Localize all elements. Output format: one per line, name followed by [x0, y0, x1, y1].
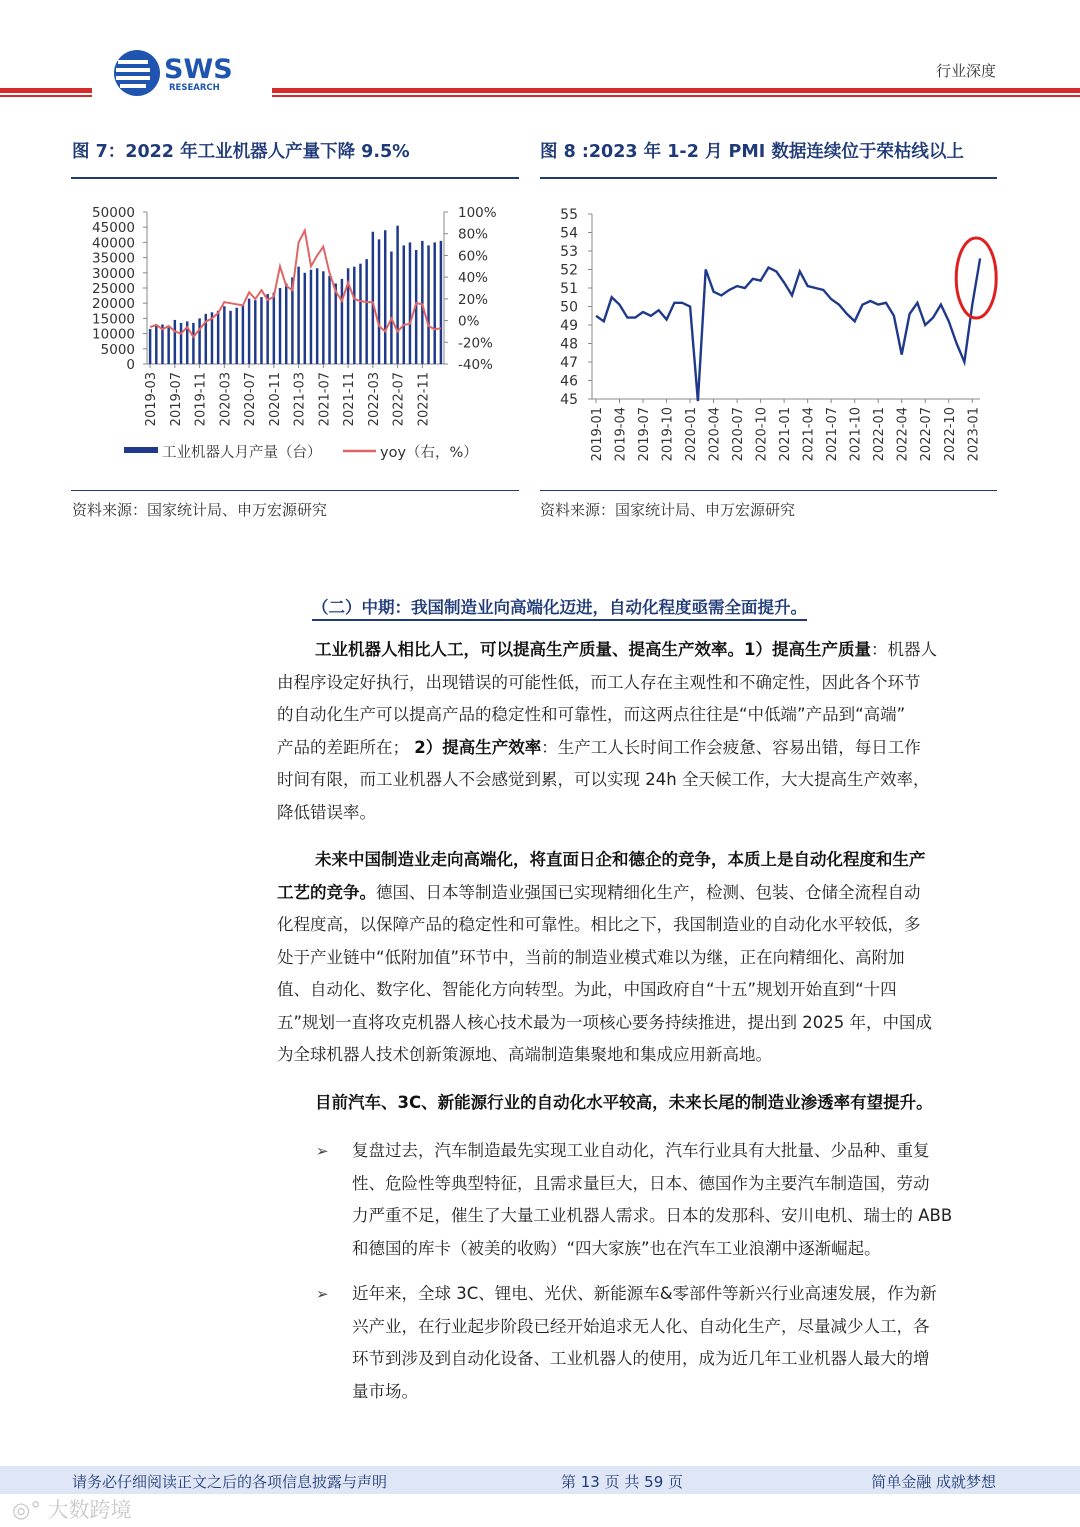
- text-line: [277, 974, 993, 1007]
- production-bar: [235, 308, 237, 364]
- x-tick-label: 2022-07: [919, 407, 935, 462]
- legend-bar-swatch: [124, 447, 158, 453]
- paragraph-high-end-competition: [277, 844, 993, 1072]
- right-tick-label: 0%: [458, 313, 480, 330]
- text-line: [277, 877, 993, 910]
- x-tick-label: 2021-03: [292, 372, 308, 427]
- bold-text: 2）提高生产效率: [414, 737, 542, 757]
- bold-text: 工业机器人相比人工，可以提高生产质量、提高生产效率。1）提高生产质量: [315, 640, 871, 659]
- y-tick-label: 50: [560, 299, 578, 316]
- production-bar: [155, 326, 157, 364]
- x-tick-label: 2022-04: [895, 407, 911, 462]
- x-tick-label: 2021-07: [825, 407, 841, 462]
- right-tick-label: 20%: [458, 291, 489, 308]
- y-tick-label: 54: [560, 225, 578, 242]
- production-bar: [421, 241, 423, 364]
- production-bar: [217, 311, 219, 364]
- watermark: [12, 1494, 132, 1524]
- left-tick-label: 30000: [92, 265, 135, 282]
- production-bar: [242, 305, 244, 364]
- text-line: 环节到涉及到自动化设备、工业机器人的使用，成为近几年工业机器人最大的增: [352, 1349, 930, 1368]
- text-line: 和德国的库卡（被美的收购）“四大家族”也在汽车工业浪潮中逐渐崛起。: [352, 1238, 881, 1258]
- bullet-history: [316, 1135, 993, 1265]
- production-bar: [211, 312, 213, 364]
- production-bar: [149, 329, 151, 364]
- production-bar: [403, 245, 405, 364]
- production-bar: [285, 283, 287, 364]
- text-line: 性、危险性等典型特征，且需求量巨大，日本、德国作为主要汽车制造国，劳动: [352, 1173, 930, 1193]
- production-bar: [316, 268, 318, 364]
- left-tick-label: 15000: [92, 311, 135, 328]
- plain-text: 五”规划一直将攻克机器人核心技术最为一项核心要务持续推进，提出到 2025 年，中国成: [277, 1012, 933, 1032]
- y-tick-label: 51: [560, 281, 578, 297]
- right-tick-label: 80%: [458, 226, 489, 243]
- x-tick-label: 2020-04: [707, 407, 723, 462]
- production-bar: [266, 294, 268, 364]
- plain-text: 德国、日本等制造业强国已实现精细化生产，检测、包装、仓储全流程自动: [376, 882, 921, 902]
- y-tick-label: 53: [560, 244, 578, 260]
- x-tick-label: 2019-10: [660, 407, 676, 462]
- figure7-bottom-rule: [71, 490, 519, 491]
- production-bar: [433, 242, 435, 364]
- plain-text: 产品的差距所在；: [277, 737, 409, 757]
- x-tick-label: 2020-10: [754, 407, 770, 462]
- y-tick-label: 47: [560, 355, 578, 371]
- left-tick-label: 10000: [92, 326, 135, 343]
- text-line: [277, 764, 993, 797]
- production-bar: [396, 226, 398, 364]
- production-bar: [254, 300, 256, 364]
- watermark-logo-icon: ◎°: [12, 1498, 41, 1522]
- x-tick-label: 2019-01: [590, 407, 605, 462]
- right-tick-label: 60%: [458, 248, 489, 265]
- header-rule: [0, 88, 92, 93]
- production-bar: [297, 267, 299, 364]
- report-type-label: 行业深度: [935, 62, 996, 80]
- x-tick-label: 2019-03: [144, 372, 160, 427]
- y-tick-label: 55: [560, 207, 578, 223]
- x-tick-label: 2022-03: [366, 372, 382, 427]
- plain-text: 由程序设定好执行，出现错误的可能性低，而工人存在主观性和不确定性，因此各个环节: [277, 672, 921, 692]
- production-bar: [174, 320, 176, 364]
- left-tick-label: 0: [126, 357, 135, 373]
- production-bar: [359, 264, 361, 364]
- x-tick-label: 2022-01: [872, 407, 888, 462]
- bold-text: 工艺的竞争。: [277, 882, 376, 902]
- pmi-line: [596, 258, 980, 401]
- production-bar: [167, 328, 169, 364]
- bullet-arrow-icon: ➢: [316, 1142, 329, 1160]
- production-bar: [440, 241, 442, 364]
- left-tick-label: 25000: [92, 281, 135, 297]
- text-line: [277, 634, 993, 667]
- legend-bar-label: 工业机器人月产量（台）: [162, 445, 322, 461]
- legend-line-label: yoy（右，%）: [380, 445, 478, 461]
- x-tick-label: 2019-04: [613, 407, 629, 462]
- right-tick-label: -20%: [458, 335, 493, 352]
- production-bar: [328, 276, 330, 364]
- production-bar: [372, 232, 374, 364]
- text-line: 力严重不足，催生了大量工业机器人需求。日本的发那科、安川电机、瑞士的 ABB: [352, 1206, 953, 1225]
- text-line: 兴产业，在行业起步阶段已经开始追求无人化、自动化生产，尽量减少人工，各: [352, 1316, 930, 1336]
- x-tick-label: 2022-07: [391, 372, 407, 427]
- x-tick-label: 2022-11: [416, 372, 432, 427]
- x-tick-label: 2021-04: [801, 407, 817, 462]
- production-bar: [353, 267, 355, 364]
- production-bar: [334, 283, 336, 364]
- figure7-source: 资料来源：国家统计局、申万宏源研究: [72, 501, 328, 519]
- text-line: [277, 1039, 993, 1072]
- production-bar: [248, 299, 250, 364]
- figure7-top-rule: [71, 177, 519, 179]
- y-tick-label: 49: [560, 318, 578, 334]
- x-tick-label: 2021-11: [342, 372, 358, 427]
- production-bar: [304, 273, 306, 364]
- text-line: [277, 667, 993, 700]
- figure8-title: 图 8 :2023 年 1-2 月 PMI 数据连续位于荣枯线以上: [540, 142, 964, 162]
- text-line: [277, 732, 993, 765]
- footer-disclaimer: 请务必仔细阅读正文之后的各项信息披露与声明: [72, 1473, 388, 1491]
- plain-text: 为全球机器人技术创新策源地、高端制造集聚地和集成应用新高地。: [277, 1045, 772, 1064]
- text-line: 复盘过去，汽车制造最先实现工业自动化，汽车行业具有大批量、少品种、重复: [352, 1141, 930, 1160]
- sws-logo-mark: [112, 46, 272, 100]
- text-line: [277, 942, 993, 975]
- y-tick-label: 45: [560, 392, 578, 408]
- production-bar: [273, 293, 275, 364]
- x-tick-label: 2023-01: [966, 407, 982, 462]
- production-bar: [310, 270, 312, 364]
- text-line: 近年来，全球 3C、锂电、光伏、新能源车&零部件等新兴行业高速发展，作为新: [352, 1284, 937, 1303]
- production-bar: [378, 239, 380, 364]
- text-line: [277, 844, 993, 877]
- plain-text: 化程度高，以保障产品的稳定性和可靠性。相比之下，我国制造业的自动化水平较低，多: [277, 915, 921, 934]
- figure8-source: 资料来源：国家统计局、申万宏源研究: [540, 501, 796, 519]
- production-bar: [384, 230, 386, 364]
- right-tick-label: 40%: [458, 270, 489, 287]
- x-tick-label: 2019-11: [193, 372, 209, 427]
- x-tick-label: 2021-10: [848, 407, 864, 462]
- x-tick-label: 2020-07: [731, 407, 747, 462]
- left-tick-label: 35000: [92, 250, 135, 267]
- section-heading: （二）中期：我国制造业向高端化迈进，自动化程度亟需全面提升。: [312, 594, 807, 621]
- logo-subtext: RESEARCH: [169, 83, 220, 93]
- header-rule-thin: [0, 95, 92, 97]
- production-bar: [341, 279, 343, 364]
- x-tick-label: 2020-01: [684, 407, 700, 462]
- production-bar: [322, 271, 324, 364]
- bullet-arrow-icon: ➢: [316, 1285, 329, 1303]
- figure7-title: 图 7：2022 年工业机器人产量下降 9.5%: [72, 142, 410, 162]
- text-line: [277, 699, 993, 732]
- watermark-text: 大数跨境: [47, 1498, 132, 1522]
- figure8-chart: [540, 196, 1000, 496]
- x-tick-label: 2019-07: [637, 407, 653, 462]
- logo-text: SWS: [164, 54, 233, 85]
- production-bar: [198, 318, 200, 364]
- text-line: [277, 797, 993, 830]
- left-tick-label: 45000: [92, 220, 135, 237]
- plain-text: ：机器人: [870, 640, 937, 659]
- x-tick-label: 2020-11: [267, 372, 283, 427]
- plain-text: 时间有限，而工业机器人不会感觉到累，可以实现 24h 全天候工作，大大提高生产效率，: [277, 770, 930, 789]
- text-line: 量市场。: [352, 1381, 418, 1401]
- x-tick-label: 2019-07: [168, 372, 184, 427]
- production-bar: [390, 252, 392, 364]
- production-bar: [180, 323, 182, 364]
- figure7-chart: [66, 196, 526, 496]
- production-bar: [279, 288, 281, 364]
- plain-text: 降低错误率。: [277, 802, 376, 822]
- production-bar: [427, 245, 429, 364]
- x-tick-label: 2022-10: [942, 407, 958, 462]
- production-bar: [192, 323, 194, 364]
- paragraph-penetration: 目前汽车、3C、新能源行业的自动化水平较高，未来长尾的制造业渗透率有望提升。: [315, 1093, 933, 1112]
- bold-text: 未来中国制造业走向高端化，将直面日企和德企的竞争，本质上是自动化程度和生产: [315, 850, 926, 869]
- y-tick-label: 52: [560, 262, 578, 279]
- bullet-recent: [316, 1278, 993, 1408]
- paragraph-quality-efficiency: [277, 634, 993, 829]
- text-line: [277, 909, 993, 942]
- plain-text: ：生产工人长时间工作会疲惫、容易出错，每日工作: [541, 737, 921, 757]
- header-rule: [272, 88, 1080, 93]
- left-tick-label: 5000: [100, 341, 135, 358]
- production-bar: [223, 306, 225, 364]
- header-rule-thin: [272, 95, 1080, 97]
- left-tick-label: 40000: [92, 235, 135, 252]
- x-tick-label: 2021-07: [317, 372, 333, 427]
- left-tick-label: 50000: [92, 205, 135, 221]
- production-bar: [229, 311, 231, 364]
- right-tick-label: -40%: [458, 357, 493, 373]
- production-bar: [365, 259, 367, 364]
- production-bar: [260, 297, 262, 364]
- sws-logo: [112, 46, 272, 100]
- left-tick-label: 20000: [92, 296, 135, 313]
- x-tick-label: 2021-01: [778, 407, 794, 462]
- y-tick-label: 46: [560, 373, 578, 390]
- plain-text: 处于产业链中“低附加值”环节中，当前的制造业模式难以为继，正在向精细化、高附加: [277, 947, 905, 967]
- x-tick-label: 2020-07: [243, 372, 259, 427]
- x-tick-label: 2020-03: [218, 372, 234, 427]
- footer-slogan: 简单金融 成就梦想: [871, 1473, 996, 1491]
- y-tick-label: 48: [560, 336, 578, 353]
- text-line: [277, 1007, 993, 1040]
- footer-page-info: 第 13 页 共 59 页: [561, 1473, 684, 1491]
- right-tick-label: 100%: [458, 205, 497, 221]
- production-bar: [409, 242, 411, 364]
- figure8-bottom-rule: [540, 490, 997, 491]
- plain-text: 值、自动化、数字化、智能化方向转型。为此，中国政府自“十五”规划开始直到“十四: [277, 980, 897, 999]
- plain-text: 的自动化生产可以提高产品的稳定性和可靠性，而这两点往往是“中低端”产品到“高端”: [277, 705, 906, 724]
- figure8-top-rule: [540, 177, 997, 179]
